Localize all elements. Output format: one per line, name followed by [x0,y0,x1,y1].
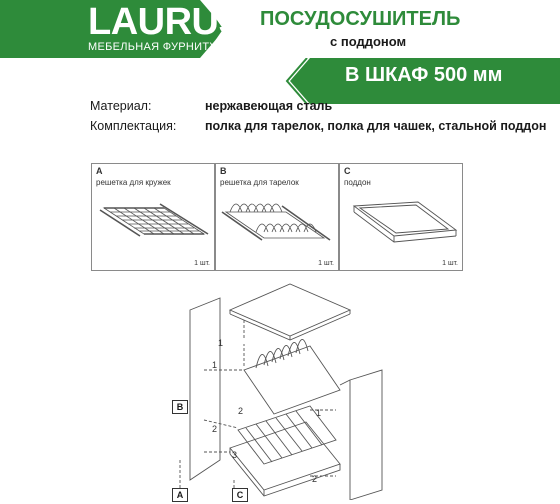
tray-drawing [340,190,462,260]
page-title: ПОСУДОСУШИТЕЛЬ [260,8,461,30]
cup-rack-drawing [92,190,214,260]
callout-3: 3 [232,450,238,460]
logo: LAURUS [88,1,244,43]
callout-2-mid: 2 [238,406,244,416]
callout-box-a: A [172,488,188,502]
assembly-diagram [160,280,400,500]
callout-2-bottom: 2 [312,474,318,484]
callout-2-left: 2 [212,424,218,434]
material-label: Материал: [90,99,152,113]
callout-box-b: B [172,400,188,414]
part-b-box [215,163,339,271]
kit-value: полка для тарелок, полка для чашек, стальной поддон [205,119,547,133]
callout-1-right: 1 [316,408,322,418]
part-a-name: решетка для кружек [96,178,171,187]
callout-1-top: 1 [218,338,224,348]
callout-box-c: C [232,488,248,502]
page-subtitle: с поддоном [330,34,407,49]
part-a-qty: 1 шт. [194,260,210,267]
part-a-letter: A [96,166,103,176]
callout-1-left: 1 [212,360,218,370]
part-a-box [91,163,215,271]
part-c-qty: 1 шт. [442,260,458,267]
logo-subtitle: МЕБЕЛЬНАЯ ФУРНИТУРА [88,41,232,53]
part-c-box [339,163,463,271]
part-b-name: решетка для тарелок [220,178,299,187]
kit-label: Комплектация: [90,119,177,133]
part-b-qty: 1 шт. [318,260,334,267]
plate-rack-drawing [216,190,338,260]
part-b-letter: B [220,166,227,176]
part-c-name: поддон [344,178,371,187]
part-c-letter: C [344,166,351,176]
cabinet-size-label: В ШКАФ 500 мм [345,64,503,86]
material-value: нержавеющая сталь [205,99,333,113]
